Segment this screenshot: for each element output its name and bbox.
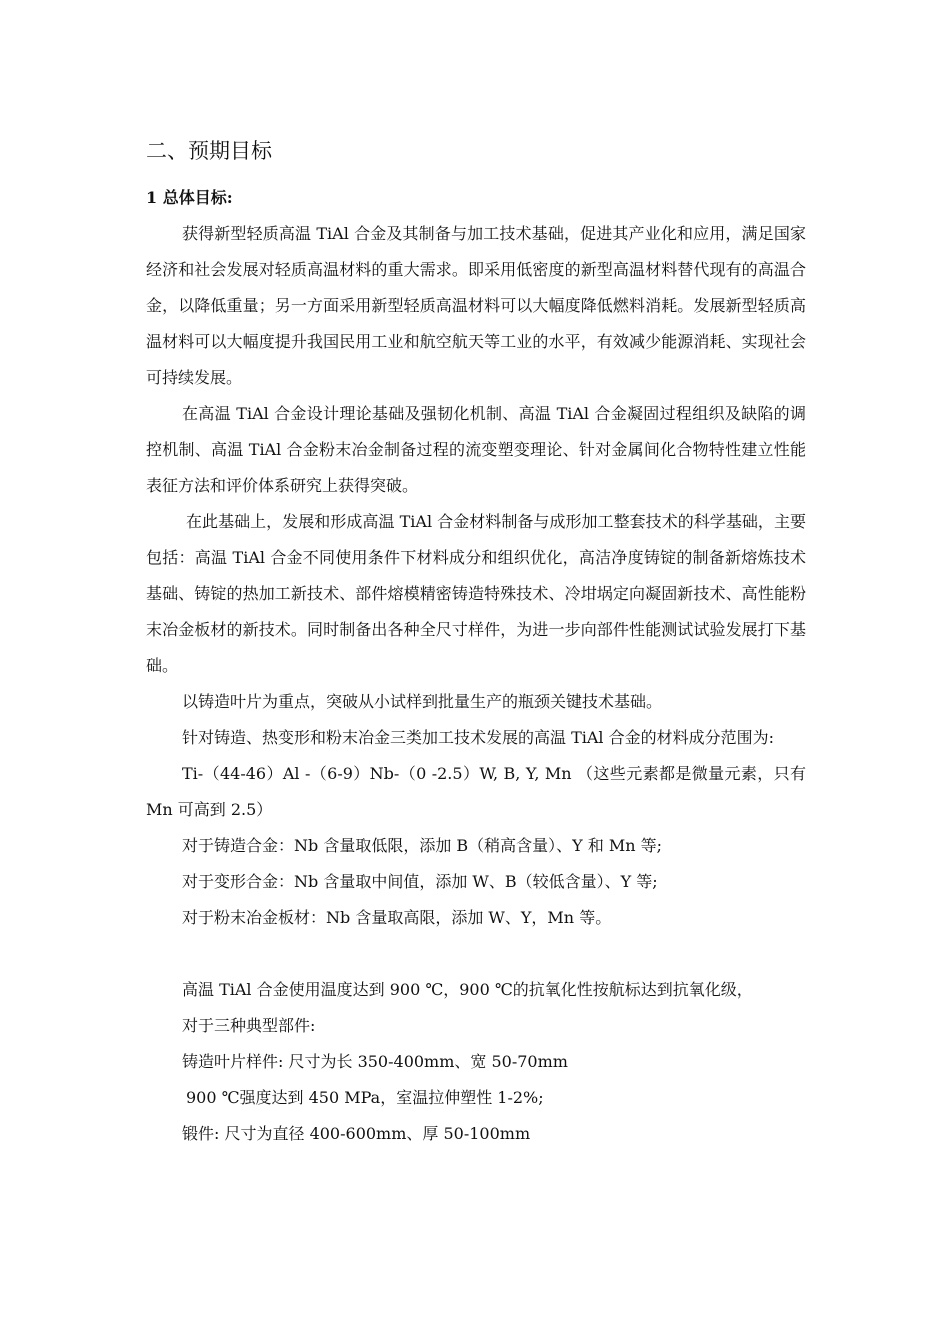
overall-goal-heading: 1 总体目标: — [146, 188, 233, 207]
paragraph-service-temperature: 高温 TiAl 合金使用温度达到 900 ℃，900 ℃的抗氧化性按航标达到抗氧化级， — [182, 980, 753, 999]
section-title: 二、预期目标 — [146, 139, 272, 163]
document-body — [146, 216, 806, 1152]
paragraph-technology-basis: 在此基础上，发展和形成高温 TiAl 合金材料制备与成形加工整套技术的科学基础，主要包括：高温 TiAl 合金不同使用条件下材料成分和组织优化，高洁净度铸锭的制备新熔炼技术基础、铸锭的热加工新技术、部件熔模精密铸造特殊技术、冷坩埚定向凝固新技术、高性能粉末冶金板材的新技术。同时制备出各种全尺寸样件，为进一步向部件性能测试试验发展打下基础。 — [146, 512, 806, 675]
paragraph-typical-parts-intro: 对于三种典型部件: — [182, 1016, 316, 1035]
paragraph-forging-size: 锻件: 尺寸为直径 400-600mm、厚 50-100mm — [182, 1124, 531, 1143]
paragraph-composition-formula: Ti-（44-46）Al -（6-9）Nb-（0 -2.5）W, B, Y, Mn （这些元素都是微量元素，只有 Mn 可高到 2.5） — [146, 764, 806, 819]
paragraph-cast-alloy: 对于铸造合金：Nb 含量取低限，添加 B（稍高含量）、Y 和 Mn 等; — [182, 836, 663, 855]
blank-line — [146, 936, 806, 972]
paragraph-powder-sheet: 对于粉末冶金板材：Nb 含量取高限，添加 W、Y，Mn 等。 — [182, 908, 612, 927]
paragraph-strength-ductility: 900 ℃强度达到 450 MPa，室温拉伸塑性 1-2%; — [186, 1088, 544, 1107]
paragraph-composition-range-intro: 针对铸造、热变形和粉末冶金三类加工技术发展的高温 TiAl 合金的材料成分范围为: — [182, 728, 775, 747]
paragraph-theory-breakthrough: 在高温 TiAl 合金设计理论基础及强韧化机制、高温 TiAl 合金凝固过程组织及缺陷的调控机制、高温 TiAl 合金粉末冶金制备过程的流变塑变理论、针对金属间化合物特性建立性能表征方法和评价体系研究上获得突破。 — [146, 404, 806, 495]
paragraph-cast-blade-focus: 以铸造叶片为重点，突破从小试样到批量生产的瓶颈关键技术基础。 — [182, 692, 663, 711]
paragraph-cast-blade-size: 铸造叶片样件: 尺寸为长 350-400mm、宽 50-70mm — [182, 1052, 568, 1071]
paragraph-wrought-alloy: 对于变形合金：Nb 含量取中间值，添加 W、B（较低含量）、Y 等; — [182, 872, 658, 891]
paragraph-goal-summary: 获得新型轻质高温 TiAl 合金及其制备与加工技术基础，促进其产业化和应用，满足国家经济和社会发展对轻质高温材料的重大需求。即采用低密度的新型高温材料替代现有的高温合金，以降低重量；另一方面采用新型轻质高温材料可以大幅度降低燃料消耗。发展新型轻质高温材料可以大幅度提升我国民用工业和航空航天等工业的水平，有效减少能源消耗、实现社会可持续发展。 — [146, 224, 806, 387]
